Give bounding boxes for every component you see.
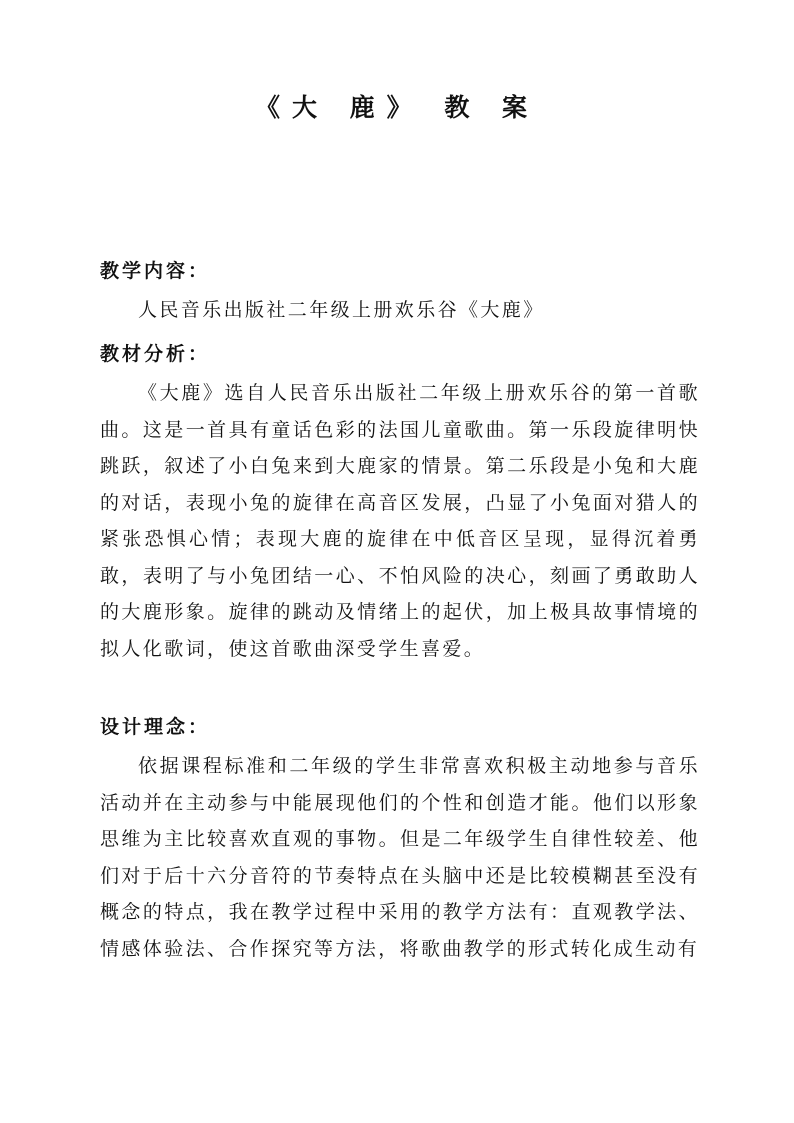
- section-body-concept: 依据课程标准和二年级的学生非常喜欢积极主动地参与音乐活动并在主动参与中能展现他们的个性和创造才能。他们以形象思维为主比较喜欢直观的事物。但是二年级学生自律性较差、他们对于后十六分音符的节奏特点在头脑中还是比较模糊甚至没有概念的特点，我在教学过程中采用的教学方法有：直观教学法、情感体验法、合作探究等方法，将歌曲教学的形式转化成生动有: [100, 755, 700, 960]
- section-heading-concept: 设计理念：: [100, 716, 211, 738]
- section-heading-analysis: 教材分析：: [100, 343, 211, 365]
- section-body-analysis: 《大鹿》选自人民音乐出版社二年级上册欢乐谷的第一首歌曲。这是一首具有童话色彩的法国儿童歌曲。第一乐段旋律明快跳跃，叙述了小白兔来到大鹿家的情景。第二乐段是小兔和大鹿的对话，表现小兔的旋律在高音区发展，凸显了小兔面对猎人的紧张恐惧心情；表现大鹿的旋律在中低音区呈现，显得沉着勇敢，表明了与小兔团结一心、不怕风险的决心，刻画了勇敢助人的大鹿形象。旋律的跳动及情绪上的起伏，加上极具故事情境的拟人化歌词，使这首歌曲深受学生喜爱。: [100, 382, 700, 660]
- section-body-content: 人民音乐出版社二年级上册欢乐谷《大鹿》: [138, 299, 545, 321]
- document-title: 《大 鹿》 教 案: [254, 93, 540, 122]
- section-heading-content: 教学内容：: [100, 260, 211, 282]
